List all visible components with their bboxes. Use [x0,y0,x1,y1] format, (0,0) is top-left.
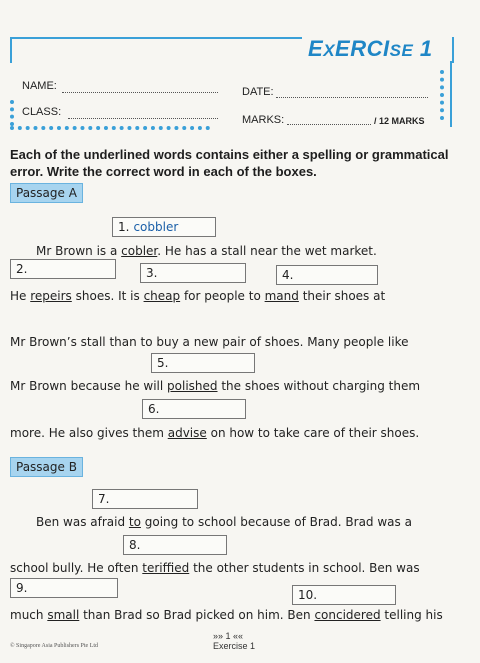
passage-a-label: Passage A [10,183,83,203]
passage-a-line-1: Mr Brown is a cobler. He has a stall near the wet market. [36,244,377,258]
answer-box-10[interactable]: 10. [292,585,396,605]
marks-total: / 12 MARKS [374,116,425,126]
copyright-text: © Singapore Asia Publishers Pte Ltd [10,643,99,649]
instructions: Each of the underlined words contains either a spelling or grammatical error. Write the correct word in each of the boxes. [10,147,449,179]
dotted-border-bottom [10,126,210,130]
underlined-word-8: teriffied [142,561,190,575]
underlined-word-6: advise [167,426,207,440]
page-number: »» 1 «« [213,631,244,641]
answer-box-5[interactable]: 5. [151,353,255,373]
passage-a-line-5: more. He also gives them advise on how to take care of their shoes. [10,426,420,440]
passage-b-label: Passage B [10,457,83,477]
underlined-word-10: concidered [314,608,381,622]
underlined-word-4: mand [264,289,299,303]
exercise-title: EXERCISE 1 [308,36,433,61]
class-field[interactable] [68,118,218,119]
answer-1-text: cobbler [133,220,179,234]
date-label: DATE: [242,86,274,98]
passage-a-line-4: Mr Brown because he will polished the shoes without charging them [10,379,421,393]
dotted-border-left [10,100,14,126]
passage-b-line-2: school bully. He often teriffied the other students in school. Ben was [10,561,420,575]
answer-box-3[interactable]: 3. [140,263,246,283]
answer-box-6[interactable]: 6. [142,399,246,419]
class-label: CLASS: [22,106,62,118]
name-label: NAME: [22,80,57,92]
underlined-word-1: cobler [121,244,158,258]
passage-a-line-2: He repeirs shoes. It is cheap for people to mand their shoes at [10,289,386,303]
name-field[interactable] [62,92,218,93]
passage-a-line-3: Mr Brown’s stall than to buy a new pair of shoes. Many people like [10,335,409,349]
marks-field[interactable] [287,124,371,125]
underlined-word-2: repeirs [30,289,72,303]
underlined-word-9: small [47,608,80,622]
date-field[interactable] [276,97,428,98]
marks-label: MARKS: [242,114,285,126]
answer-box-8[interactable]: 8. [123,535,227,555]
underlined-word-7: to [128,515,141,529]
answer-box-2[interactable]: 2. [10,259,116,279]
answer-box-1[interactable]: 1. cobbler [112,217,216,237]
underlined-word-5: polished [167,379,218,393]
footer-section: Exercise 1 [213,641,256,651]
answer-box-7[interactable]: 7. [92,489,198,509]
passage-b-line-3: much small than Brad so Brad picked on him. Ben concidered telling his [10,608,443,622]
passage-b-line-1: Ben was afraid to going to school because of Brad. Brad was a [36,515,412,529]
answer-box-4[interactable]: 4. [276,265,378,285]
underlined-word-3: cheap [143,289,181,303]
dotted-border-right [440,70,444,120]
answer-box-9[interactable]: 9. [10,578,118,598]
